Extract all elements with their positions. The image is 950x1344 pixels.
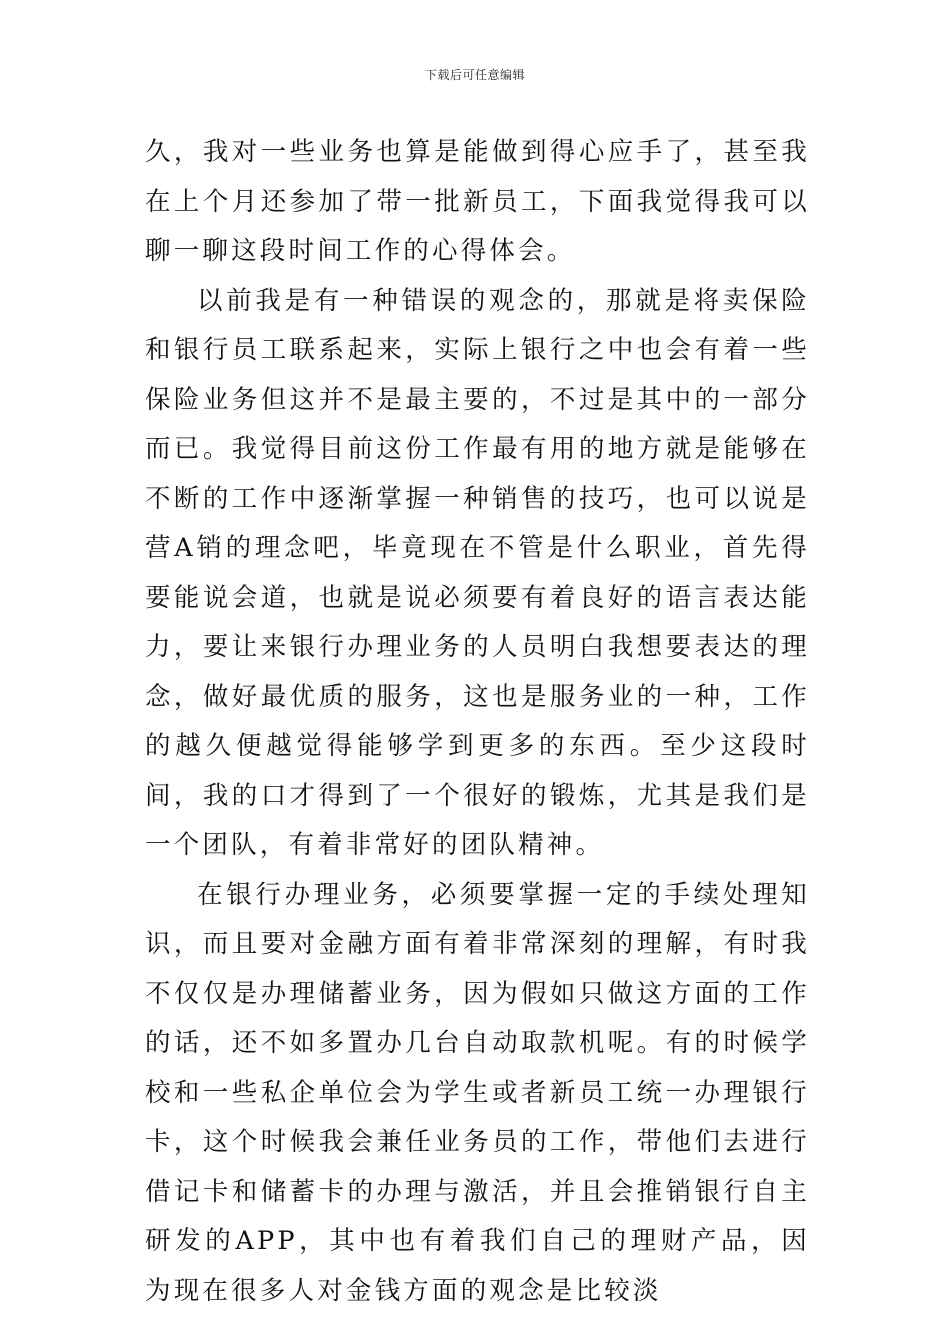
page-header: 下载后可任意编辑 xyxy=(424,68,525,82)
paragraph-banking-business: 在银行办理业务，必须要掌握一定的手续处理知识，而且要对金融方面有着非常深刻的理解，有时我不仅仅是办理储蓄业务，因为假如只做这方面的工作的话，还不如多置办几台自动取款机呢。有的时候学校和一些私企单位会为学生或者新员工统一办理银行卡，这个时候我会兼任业务员的工作，带他们去进行借记卡和储蓄卡的办理与激活，并且会推销银行自主研发的APP，其中也有着我们自己的理财产品，因为现在很多人对金钱方面的观念是比较淡 xyxy=(145,879,810,1306)
paragraph-continuation: 久，我对一些业务也算是能做到得心应手了，甚至我在上个月还参加了带一批新员工，下面我觉得我可以聊一聊这段时间工作的心得体会。 xyxy=(145,137,810,266)
document-body xyxy=(145,128,810,1316)
paragraph-sales-skills: 以前我是有一种错误的观念的，那就是将卖保险和银行员工联系起来，实际上银行之中也会有着一些保险业务但这并不是最主要的，不过是其中的一部分而已。我觉得目前这份工作最有用的地方就是能够在不断的工作中逐渐掌握一种销售的技巧，也可以说是营A销的理念吧，毕竟现在不管是什么职业，首先得要能说会道，也就是说必须要有着良好的语言表达能力，要让来银行办理业务的人员明白我想要表达的理念，做好最优质的服务，这也是服务业的一种，工作的越久便越觉得能够学到更多的东西。至少这段时间，我的口才得到了一个很好的锻炼，尤其是我们是一个团队，有着非常好的团队精神。 xyxy=(145,285,810,860)
